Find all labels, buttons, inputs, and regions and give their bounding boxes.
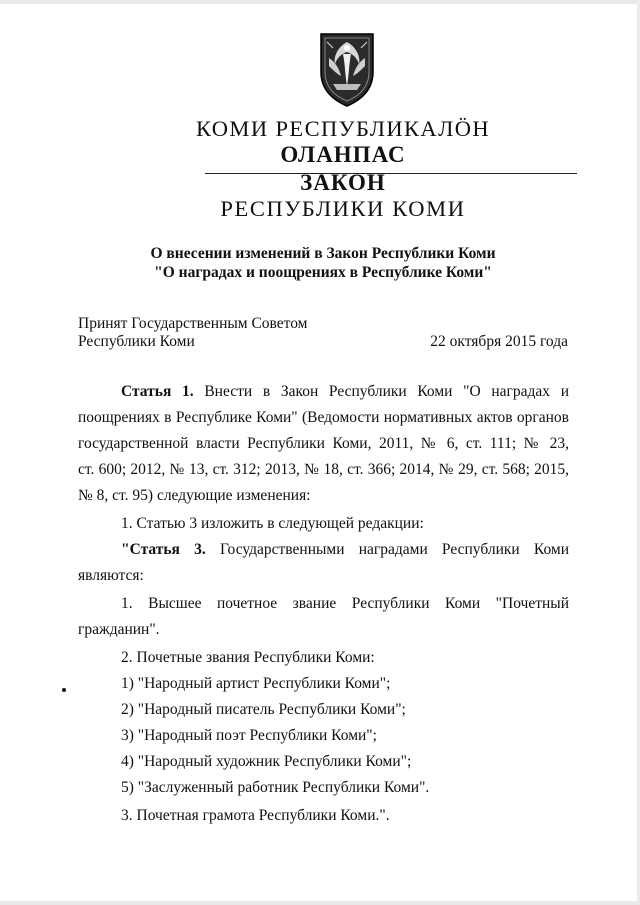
point1-line-1: 1. Высшее почетное звание Республики Коми "Почетный <box>121 595 569 612</box>
komi-coat-of-arms-icon <box>313 28 381 108</box>
adoption-line-1: Принят Государственным Советом <box>78 315 308 332</box>
article3-line-2: являются: <box>78 567 144 584</box>
honorary-title-2: 2) "Народный писатель Республики Коми"; <box>121 701 406 718</box>
article3-line-1 <box>78 537 569 563</box>
scan-edge-top <box>0 0 640 4</box>
article1-text-1: Внести в Закон Республики Коми "О наградах и <box>204 383 569 400</box>
item-1: 1. Статью 3 изложить в следующей редакции: <box>121 515 424 532</box>
adoption-line-2: Республики Коми <box>78 333 195 350</box>
honorary-title-1: 1) "Народный артист Республики Коми"; <box>121 675 391 692</box>
article3-label: "Статья 3. <box>121 541 206 558</box>
article1-line-2: поощрениях в Республике Коми" (Ведомости нормативных актов органов <box>78 409 569 426</box>
honorary-title-3: 3) "Народный поэт Республики Коми"; <box>121 727 377 744</box>
article1-line-5: № 8, ст. 95) следующие изменения: <box>78 487 311 504</box>
header-republic: РЕСПУБЛИКИ КОМИ <box>220 196 466 221</box>
article1-line-4: ст. 600; 2012, № 13, ст. 312; 2013, № 18, ст. 366; 2014, № 29, ст. 568; 2015, <box>78 461 569 478</box>
honorary-title-4: 4) "Народный художник Республики Коми"; <box>121 753 412 770</box>
adoption-date: 22 октября 2015 года <box>430 333 568 350</box>
header-zakon: ЗАКОН <box>300 170 386 195</box>
article3-text-1: Государственными наградами Республики Коми <box>219 541 569 558</box>
article1-line-1 <box>78 379 569 405</box>
header-title-komi: КОМИ РЕСПУБЛИКАЛÖН <box>195 116 491 141</box>
scan-edge-bottom <box>0 901 640 905</box>
article1-line-3: государственной власти Республики Коми, 2011, № 6, ст. 111; № 23, <box>78 435 569 452</box>
article1-label: Статья 1. <box>121 383 194 400</box>
law-subject-line-1: О внесении изменений в Закон Республики Коми <box>150 245 496 262</box>
scan-speck <box>62 688 66 692</box>
honorary-title-5: 5) "Заслуженный работник Республики Коми". <box>121 779 430 796</box>
point2: 2. Почетные звания Республики Коми: <box>121 649 375 666</box>
point1-line-2: гражданин". <box>78 621 160 638</box>
law-subject-line-2: "О наградах и поощрениях в Республике Коми" <box>154 264 492 281</box>
point3: 3. Почетная грамота Республики Коми.". <box>121 807 390 824</box>
header-olanpas: ОЛАНПАС <box>280 142 406 167</box>
